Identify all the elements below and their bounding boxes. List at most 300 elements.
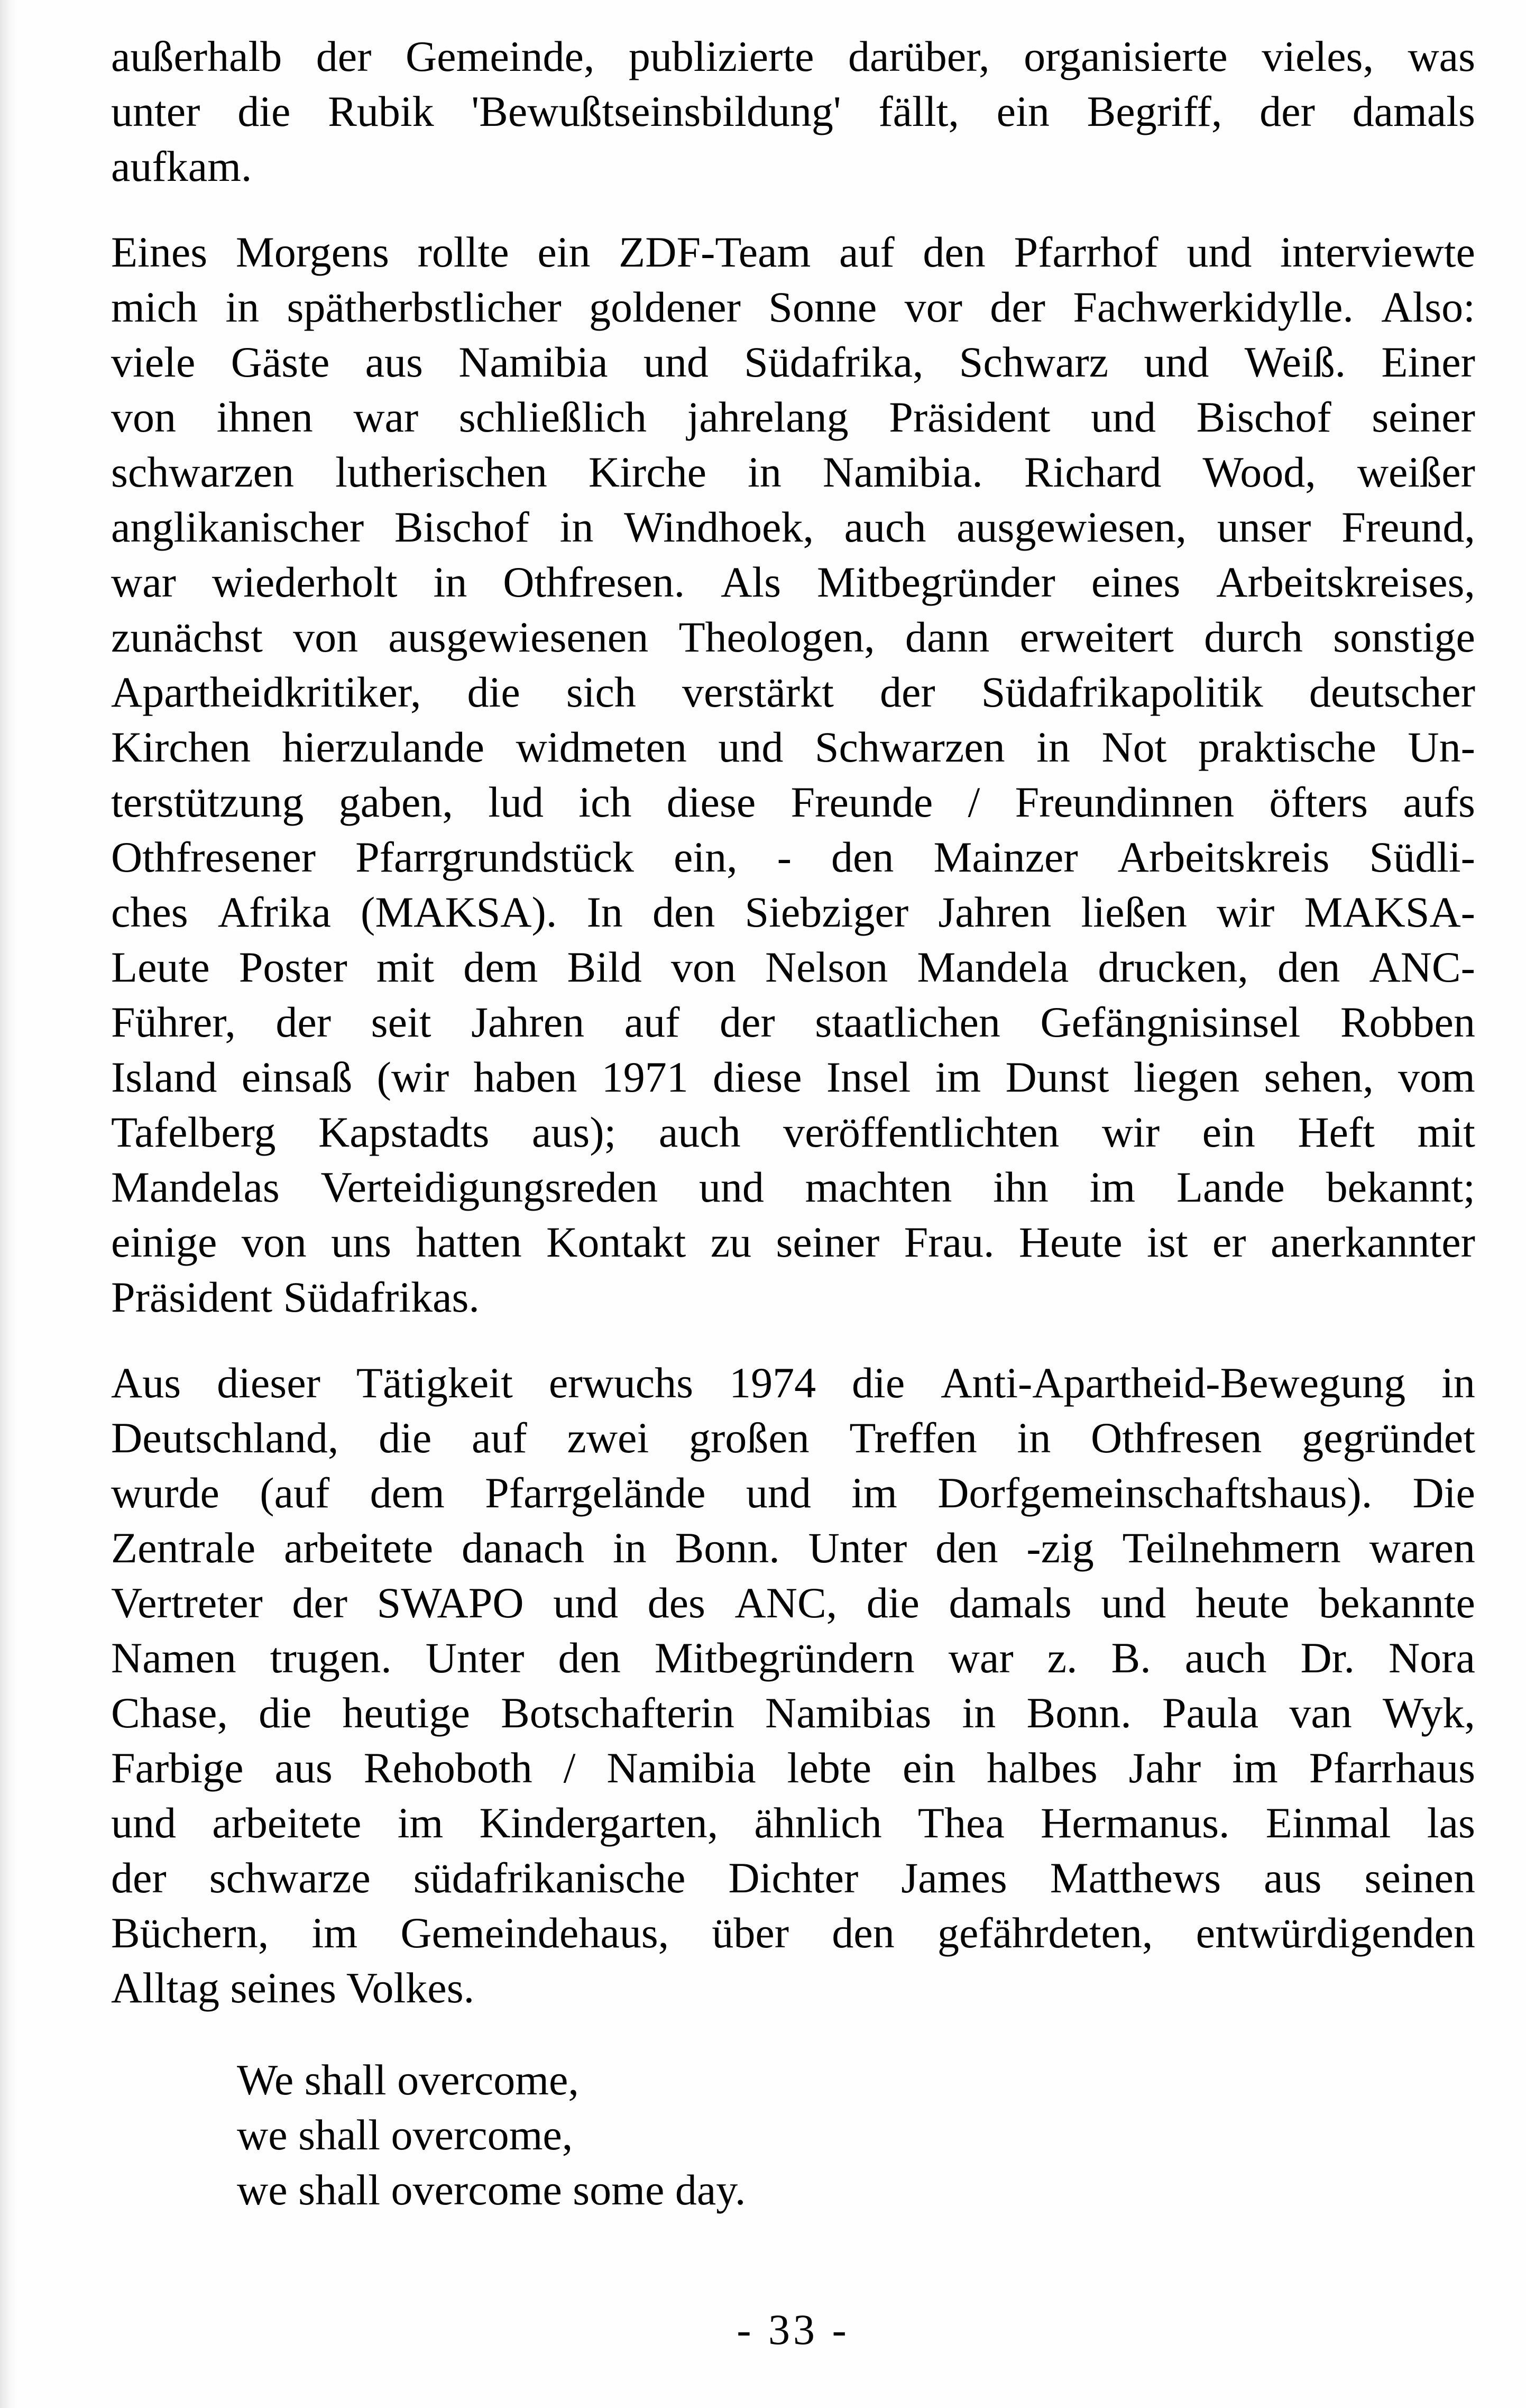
word: den xyxy=(832,1909,895,1957)
word: den xyxy=(558,1634,621,1682)
word: ANC- xyxy=(1369,943,1475,991)
word: Gemeinde, xyxy=(405,32,595,80)
word: heute xyxy=(1195,1579,1290,1627)
word: von xyxy=(670,943,736,991)
word: und xyxy=(698,1163,764,1211)
word: der xyxy=(292,1579,348,1627)
word: ANC, xyxy=(734,1579,838,1627)
word: mit xyxy=(376,943,435,991)
word: staatlichen xyxy=(815,998,1000,1046)
text-line: Präsident Südafrikas. xyxy=(111,1273,480,1321)
word: die xyxy=(852,1359,905,1407)
word: gaben, xyxy=(338,778,453,826)
word: der xyxy=(275,998,332,1046)
word: veröffentlichten xyxy=(783,1108,1060,1156)
word: Schwarz xyxy=(959,338,1109,386)
word: Aus xyxy=(111,1359,181,1407)
word: Othfresener xyxy=(111,833,316,881)
text-line xyxy=(111,1741,1475,1796)
word: der xyxy=(316,32,372,80)
word: Othfresen. xyxy=(503,558,685,606)
word: ein xyxy=(537,228,591,276)
word: Pfarrhaus xyxy=(1309,1744,1475,1792)
word: Thea xyxy=(917,1799,1005,1847)
word: Wood, xyxy=(1202,448,1316,496)
word: Dichter xyxy=(728,1854,859,1902)
word: Treffen xyxy=(849,1414,977,1462)
word: Windhoek, xyxy=(624,503,814,551)
word: Botschafterin xyxy=(501,1689,734,1737)
word: Dunst xyxy=(1005,1053,1109,1101)
word: haben xyxy=(473,1053,577,1101)
word: terstützung xyxy=(111,778,304,826)
text-line xyxy=(111,1466,1475,1521)
word: Nora xyxy=(1388,1634,1475,1682)
word: Bonn. xyxy=(675,1524,780,1572)
word: Südli- xyxy=(1369,833,1475,881)
word: wiederholt xyxy=(212,558,398,606)
word: im xyxy=(1089,1163,1136,1211)
word: Leute xyxy=(111,943,210,991)
word: damals xyxy=(1352,87,1475,135)
word: halbes xyxy=(987,1744,1098,1792)
word: Mandela xyxy=(917,943,1069,991)
word: Namen xyxy=(111,1634,236,1682)
text-line: aufkam. xyxy=(111,142,252,190)
word: Weiß. xyxy=(1244,338,1346,386)
word: arbeitete xyxy=(283,1524,434,1572)
word: verstärkt xyxy=(682,668,834,716)
word: im xyxy=(311,1909,358,1957)
word: MAKSA- xyxy=(1304,888,1475,936)
word: deutscher xyxy=(1309,668,1475,716)
page-text-block xyxy=(111,29,1475,2357)
word: der xyxy=(880,668,935,716)
word: sonstige xyxy=(1333,613,1475,661)
word: Zentrale xyxy=(111,1524,256,1572)
word: zu xyxy=(710,1218,752,1266)
word: mit xyxy=(1417,1108,1475,1156)
word: Mitbegründer xyxy=(816,558,1055,606)
word: 1971 xyxy=(601,1053,688,1101)
word: Jahren xyxy=(471,998,585,1046)
word: Sonne xyxy=(768,283,877,331)
word: ein xyxy=(1202,1108,1255,1156)
text-line xyxy=(111,830,1475,885)
word: auch xyxy=(658,1108,741,1156)
word: 'Bewußtseinsbildung' xyxy=(471,87,841,135)
word: Apartheidkritiker, xyxy=(111,668,421,716)
poem-line: we shall overcome some day. xyxy=(237,2166,746,2214)
word: gefährdeten, xyxy=(937,1909,1153,1957)
word: Begriff, xyxy=(1087,87,1222,135)
text-line xyxy=(111,84,1475,139)
word: Führer, xyxy=(111,998,236,1046)
text-line xyxy=(111,225,1475,280)
word: Büchern, xyxy=(111,1909,269,1957)
word: Dorfgemeinschaftshaus). xyxy=(937,1469,1373,1517)
word: ähnlich xyxy=(754,1799,882,1847)
word: was xyxy=(1408,32,1475,80)
text-line xyxy=(111,995,1475,1050)
word: schwarze xyxy=(209,1854,371,1902)
word: Einmal xyxy=(1265,1799,1391,1847)
word: auch xyxy=(844,503,926,551)
word: ZDF-Team xyxy=(619,228,811,276)
text-line xyxy=(111,1105,1475,1160)
word: lud xyxy=(488,778,544,826)
word: und xyxy=(1144,338,1209,386)
paragraph xyxy=(111,1356,1475,2016)
word: Kirchen xyxy=(111,723,251,771)
word: von xyxy=(241,1218,307,1266)
word: und xyxy=(1187,228,1252,276)
page-number: - 33 - xyxy=(737,2305,850,2354)
word: in xyxy=(748,448,782,496)
word: schließlich xyxy=(458,393,647,441)
word: und xyxy=(643,338,709,386)
text-line xyxy=(111,445,1475,500)
word: interviewte xyxy=(1280,228,1475,276)
word: Not xyxy=(1101,723,1167,771)
word: Anti-Apartheid-Bewegung xyxy=(941,1359,1406,1407)
paragraphs xyxy=(111,29,1475,2016)
word: wir xyxy=(1217,888,1275,936)
word: von xyxy=(111,393,176,441)
word: diese xyxy=(713,1053,802,1101)
word: Gefängnisinsel xyxy=(1040,998,1301,1046)
word: Gemeindehaus, xyxy=(400,1909,669,1957)
word: den xyxy=(831,833,894,881)
word: unter xyxy=(111,87,200,135)
word: zwei xyxy=(567,1414,649,1462)
word: dem xyxy=(463,943,538,991)
word: praktische xyxy=(1198,723,1376,771)
word: Nelson xyxy=(765,943,888,991)
word: dem xyxy=(370,1469,445,1517)
word: Namibias xyxy=(765,1689,932,1737)
word: der xyxy=(111,1854,167,1902)
word: Präsident xyxy=(889,393,1051,441)
poem-line: We shall overcome, xyxy=(237,2056,579,2104)
word: Arbeitskreis xyxy=(1117,833,1330,881)
word: SWAPO xyxy=(376,1579,524,1627)
word: Bischof xyxy=(1196,393,1331,441)
word: Mitbegründern xyxy=(654,1634,915,1682)
word: Einer xyxy=(1381,338,1475,386)
word: Pfarrhof xyxy=(1014,228,1159,276)
word: Tafelberg xyxy=(111,1108,276,1156)
word: vor xyxy=(904,283,962,331)
word: Siebziger xyxy=(744,888,909,936)
text-line xyxy=(111,940,1475,995)
word: war xyxy=(948,1634,1014,1682)
word: diese xyxy=(666,778,756,826)
word: seinen xyxy=(1364,1854,1475,1902)
word: Namibia xyxy=(458,338,608,386)
text-line xyxy=(111,1521,1475,1576)
word: ihn xyxy=(993,1163,1049,1211)
word: erwuchs xyxy=(548,1359,694,1407)
word: in xyxy=(612,1524,647,1572)
word: ein xyxy=(996,87,1050,135)
word: Als xyxy=(721,558,782,606)
word: vieles, xyxy=(1262,32,1374,80)
word: auf xyxy=(839,228,895,276)
word: der xyxy=(990,283,1045,331)
word: Kirche xyxy=(588,448,706,496)
text-line xyxy=(111,1576,1475,1631)
word: uns xyxy=(331,1218,392,1266)
word: er xyxy=(1212,1218,1246,1266)
word: in xyxy=(225,283,260,331)
text-line xyxy=(111,1411,1475,1466)
word: anerkannter xyxy=(1270,1218,1475,1266)
word: waren xyxy=(1369,1524,1475,1572)
word: in xyxy=(433,558,467,606)
word: rollte xyxy=(417,228,509,276)
word: Unter xyxy=(808,1524,907,1572)
word: Jahren xyxy=(938,888,1052,936)
word: aus); xyxy=(531,1108,617,1156)
word: Freund, xyxy=(1341,503,1475,551)
word: B. xyxy=(1111,1634,1151,1682)
word: Dr. xyxy=(1300,1634,1355,1682)
word: Pfarrgrundstück xyxy=(355,833,634,881)
word: unser xyxy=(1217,503,1311,551)
word: über xyxy=(712,1909,789,1957)
word: Morgens xyxy=(235,228,389,276)
word: vom xyxy=(1398,1053,1475,1101)
word: ausgewiesenen xyxy=(388,613,649,661)
word: ches xyxy=(111,888,188,936)
word: ließen xyxy=(1081,888,1187,936)
word: außerhalb xyxy=(111,32,282,80)
word: erweitert xyxy=(1019,613,1174,661)
word: in xyxy=(1036,723,1070,771)
word: heutige xyxy=(342,1689,470,1737)
word: entwürdigenden xyxy=(1196,1909,1475,1957)
word: einsaß xyxy=(241,1053,353,1101)
word: Freunde xyxy=(790,778,933,826)
text-line xyxy=(111,610,1475,665)
word: ein, xyxy=(673,833,738,881)
word: widmeten xyxy=(516,723,687,771)
word: von xyxy=(293,613,358,661)
word: bekannte xyxy=(1318,1579,1475,1627)
word: Island xyxy=(111,1053,217,1101)
word: lebte xyxy=(787,1744,872,1792)
text-line xyxy=(111,280,1475,335)
text-line xyxy=(111,1851,1475,1906)
word: Bild xyxy=(567,943,642,991)
word: Also: xyxy=(1381,283,1475,331)
word: auf xyxy=(472,1414,527,1462)
word: war xyxy=(111,558,176,606)
text-line xyxy=(111,775,1475,830)
word: Theologen, xyxy=(678,613,875,661)
word: Othfresen xyxy=(1091,1414,1262,1462)
word: Chase, xyxy=(111,1689,228,1737)
word: war xyxy=(353,393,419,441)
word: ist xyxy=(1147,1218,1188,1266)
word: auf xyxy=(624,998,680,1046)
word: dann xyxy=(905,613,990,661)
word: Heft xyxy=(1298,1108,1375,1156)
word: die xyxy=(467,668,520,716)
word: einige xyxy=(111,1218,217,1266)
word: machten xyxy=(805,1163,952,1211)
word: Rubik xyxy=(328,87,434,135)
word: arbeitete xyxy=(212,1799,362,1847)
text-line xyxy=(111,665,1475,720)
word: Bonn. xyxy=(1026,1689,1132,1737)
word: Tätigkeit xyxy=(356,1359,513,1407)
word: Bischof xyxy=(394,503,529,551)
word: und xyxy=(553,1579,619,1627)
word: Eines xyxy=(111,228,208,276)
word: seit xyxy=(371,998,431,1046)
paragraph xyxy=(111,225,1475,1325)
text-line xyxy=(111,1631,1475,1686)
text-line xyxy=(111,1215,1475,1270)
text-line xyxy=(111,1356,1475,1411)
word: Unter xyxy=(425,1634,525,1682)
word: / xyxy=(968,778,980,826)
text-line xyxy=(111,500,1475,555)
word: und xyxy=(111,1799,176,1847)
word: Lande xyxy=(1176,1163,1285,1211)
word: organisierte xyxy=(1024,32,1228,80)
word: liegen xyxy=(1133,1053,1240,1101)
word: Freundinnen xyxy=(1015,778,1235,826)
word: im xyxy=(397,1799,444,1847)
word: Namibia. xyxy=(822,448,983,496)
word: -zig xyxy=(1026,1524,1094,1572)
word: Rehoboth xyxy=(363,1744,532,1792)
word: Kindergarten, xyxy=(479,1799,719,1847)
word: mich xyxy=(111,283,198,331)
word: Namibia xyxy=(606,1744,756,1792)
word: den xyxy=(923,228,986,276)
word: ihnen xyxy=(216,393,313,441)
word: Frau. xyxy=(904,1218,995,1266)
word: in xyxy=(1017,1414,1051,1462)
word: Vertreter xyxy=(111,1579,263,1627)
word: goldener xyxy=(589,283,741,331)
word: Die xyxy=(1412,1469,1475,1517)
word: Kontakt xyxy=(546,1218,686,1266)
word: sich xyxy=(566,668,636,716)
word: Paula xyxy=(1162,1689,1259,1737)
word: des xyxy=(647,1579,705,1627)
word: (wir xyxy=(376,1053,449,1101)
word: trugen. xyxy=(270,1634,392,1682)
text-line xyxy=(111,1686,1475,1741)
word: Farbige xyxy=(111,1744,244,1792)
word: den xyxy=(935,1524,998,1572)
text-line: Alltag seines Volkes. xyxy=(111,1964,475,2012)
word: in xyxy=(1441,1359,1475,1407)
word: den xyxy=(1277,943,1340,991)
word: ausgewiesen, xyxy=(957,503,1187,551)
word: gegründet xyxy=(1302,1414,1475,1462)
word: die xyxy=(379,1414,432,1462)
text-line xyxy=(111,885,1475,940)
word: viele xyxy=(111,338,196,386)
word: weißer xyxy=(1357,448,1475,496)
word: danach xyxy=(462,1524,585,1572)
word: Insel xyxy=(826,1053,911,1101)
word: seiner xyxy=(776,1218,880,1266)
word: Schwarzen xyxy=(814,723,1005,771)
word: die xyxy=(237,87,291,135)
word: seiner xyxy=(1372,393,1475,441)
text-line xyxy=(111,335,1475,390)
word: In xyxy=(586,888,623,936)
word: hierzulande xyxy=(282,723,485,771)
word: schwarzen xyxy=(111,448,295,496)
word: die xyxy=(259,1689,312,1737)
word: publizierte xyxy=(628,32,814,80)
word: hatten xyxy=(416,1218,522,1266)
word: auch xyxy=(1184,1634,1267,1682)
word: drucken, xyxy=(1098,943,1248,991)
word: wurde xyxy=(111,1469,219,1517)
word: Südafrikapolitik xyxy=(981,668,1263,716)
word: und xyxy=(718,723,784,771)
word: im xyxy=(851,1469,897,1517)
word: aus xyxy=(365,338,423,386)
word: der xyxy=(719,998,775,1046)
word: Teilnehmern xyxy=(1122,1524,1341,1572)
word: Kapstadts xyxy=(318,1108,490,1156)
word: - xyxy=(777,833,792,881)
word: bekannt; xyxy=(1326,1163,1475,1211)
word: Pfarrgelände xyxy=(485,1469,706,1517)
word: zunächst xyxy=(111,613,263,661)
word: aus xyxy=(1264,1854,1322,1902)
word: jahrelang xyxy=(687,393,849,441)
word: Arbeitskreises, xyxy=(1216,558,1475,606)
word: eines xyxy=(1091,558,1181,606)
word: Gäste xyxy=(231,338,330,386)
word: James xyxy=(901,1854,1007,1902)
paragraph xyxy=(111,29,1475,194)
word: dieser xyxy=(217,1359,320,1407)
word: las xyxy=(1427,1799,1475,1847)
word: Poster xyxy=(238,943,347,991)
word: Wyk, xyxy=(1382,1689,1475,1737)
text-line xyxy=(111,390,1475,445)
word: lutherischen xyxy=(335,448,547,496)
word: Un- xyxy=(1408,723,1475,771)
word: und xyxy=(1101,1579,1166,1627)
word: im xyxy=(1232,1744,1278,1792)
text-line xyxy=(111,1906,1475,1961)
word: damals xyxy=(949,1579,1072,1627)
word: südafrikanische xyxy=(413,1854,686,1902)
word: Richard xyxy=(1024,448,1162,496)
word: Robben xyxy=(1340,998,1475,1046)
word: der xyxy=(1260,87,1315,135)
poem-block xyxy=(237,2053,1475,2218)
word: aus xyxy=(274,1744,333,1792)
text-line xyxy=(111,1796,1475,1851)
word: darüber, xyxy=(848,32,990,80)
word: 1974 xyxy=(729,1359,816,1407)
text-line xyxy=(111,555,1475,610)
